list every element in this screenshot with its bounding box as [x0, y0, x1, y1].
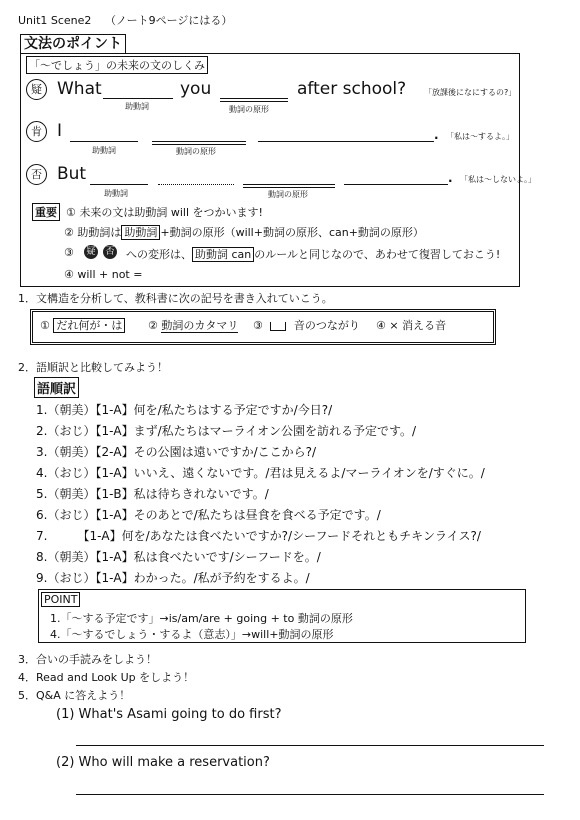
- word-order-line: 9.（おじ）【1-A】わかった。/私が予約をするよ。/: [36, 571, 310, 585]
- qa-answer-1-line[interactable]: [76, 745, 544, 746]
- symbol-key-4: ④ × 消える音: [376, 319, 447, 332]
- q-word-you: you: [180, 79, 212, 99]
- section-2-title: 2．語順訳と比較してみよう！: [18, 361, 168, 374]
- point-2-aux-a: 助動詞: [77, 226, 111, 239]
- section-4-title: 4．Read and Look Up をしよう！: [18, 671, 195, 684]
- key-2-num: ②: [148, 319, 158, 332]
- point-3-part1: への変形は、: [126, 248, 192, 261]
- affirmative-mark: 肯: [26, 121, 47, 142]
- q-blank-verb[interactable]: [220, 98, 288, 99]
- word-order-line: 2.（おじ）【1-A】まず/私たちはマーライオン公園を訪れる予定です。/: [36, 424, 417, 438]
- point-3-can: 助動詞 can: [192, 247, 254, 262]
- n-blank-verb-underline: [243, 187, 335, 188]
- point-4: ④ will + not =: [64, 268, 143, 281]
- q-translation-note: 「放課後になにするの?」: [424, 88, 517, 97]
- page-header: [18, 12, 232, 28]
- q-label-auxiliary: 助動詞: [125, 102, 149, 111]
- point-2: [64, 224, 424, 240]
- section-1-title: 1．文構造を分析して、教科書に次の記号を書き入れていこう。: [18, 292, 333, 305]
- qa-answer-2-line[interactable]: [76, 794, 544, 795]
- unit-title: Unit1 Scene2: [18, 14, 92, 27]
- qa-question-2: (2) Who will make a reservation?: [56, 755, 270, 770]
- grammar-title: 文法のポイント: [20, 34, 126, 54]
- qa-question-1: (1) What's Asami going to do first?: [56, 707, 282, 722]
- grammar-subtitle: 「～でしょう」の未来の文のしくみ: [26, 56, 208, 74]
- key-3-num: ③: [253, 319, 263, 332]
- word-order-line: 7. 【1-A】何を/あなたは食べたいですか?/シーフードそれともチキンライス?/: [36, 529, 481, 543]
- key-1-num: ①: [40, 319, 50, 332]
- point-3-negative-mark: 否: [103, 245, 117, 259]
- key-2-text: 動詞のカタマリ: [161, 319, 239, 332]
- a-blank-auxiliary[interactable]: [70, 141, 138, 142]
- point-3-num: ③: [64, 246, 74, 259]
- a-blank-verb[interactable]: [152, 141, 246, 142]
- n-label-verb: 動詞の原形: [268, 190, 308, 199]
- liaison-symbol-icon: [270, 322, 286, 331]
- a-label-auxiliary: 助動詞: [92, 146, 116, 155]
- a-word-i: I: [57, 121, 63, 141]
- n-blank-auxiliary[interactable]: [90, 184, 148, 185]
- negative-mark: 否: [26, 164, 47, 185]
- n-translation-note: 「私は～しないよ。」: [460, 175, 536, 184]
- a-translation-note: 「私は～するよ。」: [446, 132, 514, 141]
- q-word-what: What: [57, 79, 102, 99]
- important-badge: 重要: [32, 203, 60, 221]
- a-label-verb: 動詞の原形: [176, 147, 216, 156]
- word-order-line: 4.（おじ）【1-A】いいえ、遠くないです。/君は見えるよ/マーライオンを/すぐに。/: [36, 466, 485, 480]
- point-3-question-mark: 疑: [84, 245, 98, 259]
- symbol-key-3: [253, 317, 360, 333]
- n-label-auxiliary: 助動詞: [104, 189, 128, 198]
- word-order-line: 5.（朝美）【1-B】私は待ちきれないです。/: [36, 487, 269, 501]
- n-blank-rest[interactable]: [344, 184, 448, 185]
- word-order-line: 6.（おじ）【1-A】そのあとで/私たちは昼食を食べる予定です。/: [36, 508, 381, 522]
- n-word-but: But: [57, 164, 87, 184]
- a-period: .: [434, 128, 439, 142]
- point-2-num: ②: [64, 226, 78, 239]
- q-label-verb: 動詞の原形: [229, 105, 269, 114]
- key-1-text: だれ何が・は: [53, 318, 125, 333]
- word-order-line: 3.（朝美）【2-A】その公園は遠いですか/ここから?/: [36, 445, 317, 459]
- a-blank-rest[interactable]: [258, 141, 434, 142]
- q-word-after-school: after school?: [297, 79, 407, 99]
- point-3-text: [126, 246, 500, 262]
- n-blank-verb[interactable]: [243, 184, 335, 185]
- n-blank-not[interactable]: [158, 184, 234, 185]
- a-blank-verb-underline: [152, 144, 246, 145]
- section-5-title: 5．Q&A に答えよう！: [18, 689, 131, 702]
- symbol-key-1: [40, 317, 125, 333]
- point-label: POINT: [41, 592, 80, 607]
- symbol-key-2: [148, 317, 238, 333]
- question-mark: 疑: [26, 79, 47, 100]
- notebook-note: （ノート9ページにはる）: [104, 14, 233, 27]
- q-blank-auxiliary[interactable]: [103, 98, 173, 99]
- point-3-part2: のルールと同じなので、あわせて復習しておこう!: [254, 248, 501, 261]
- word-order-title: 語順訳: [34, 377, 79, 398]
- point-2-rest: +動詞の原形（will+動詞の原形、can+動詞の原形）: [160, 226, 424, 239]
- key-3-text: 音のつながり: [293, 319, 360, 332]
- point-note-4: 4.「～するでしょう・するよ（意志）」→will+動詞の原形: [50, 628, 334, 641]
- point-2-ha: は: [110, 226, 122, 239]
- n-period: .: [448, 171, 453, 185]
- point-note-1: 1.「～する予定です」→is/am/are + going + to 動詞の原形: [50, 612, 353, 625]
- word-order-line: 8.（朝美）【1-A】私は食べたいです/シーフードを。/: [36, 550, 321, 564]
- section-3-title: 3．合いの手読みをしよう！: [18, 653, 157, 666]
- point-1: ① 未来の文は助動詞 will をつかいます!: [66, 206, 263, 219]
- q-blank-verb-underline: [220, 101, 288, 102]
- point-2-aux-b: 助動詞: [121, 225, 160, 240]
- word-order-line: 1.（朝美）【1-A】何を/私たちはする予定ですか/今日?/: [36, 403, 333, 417]
